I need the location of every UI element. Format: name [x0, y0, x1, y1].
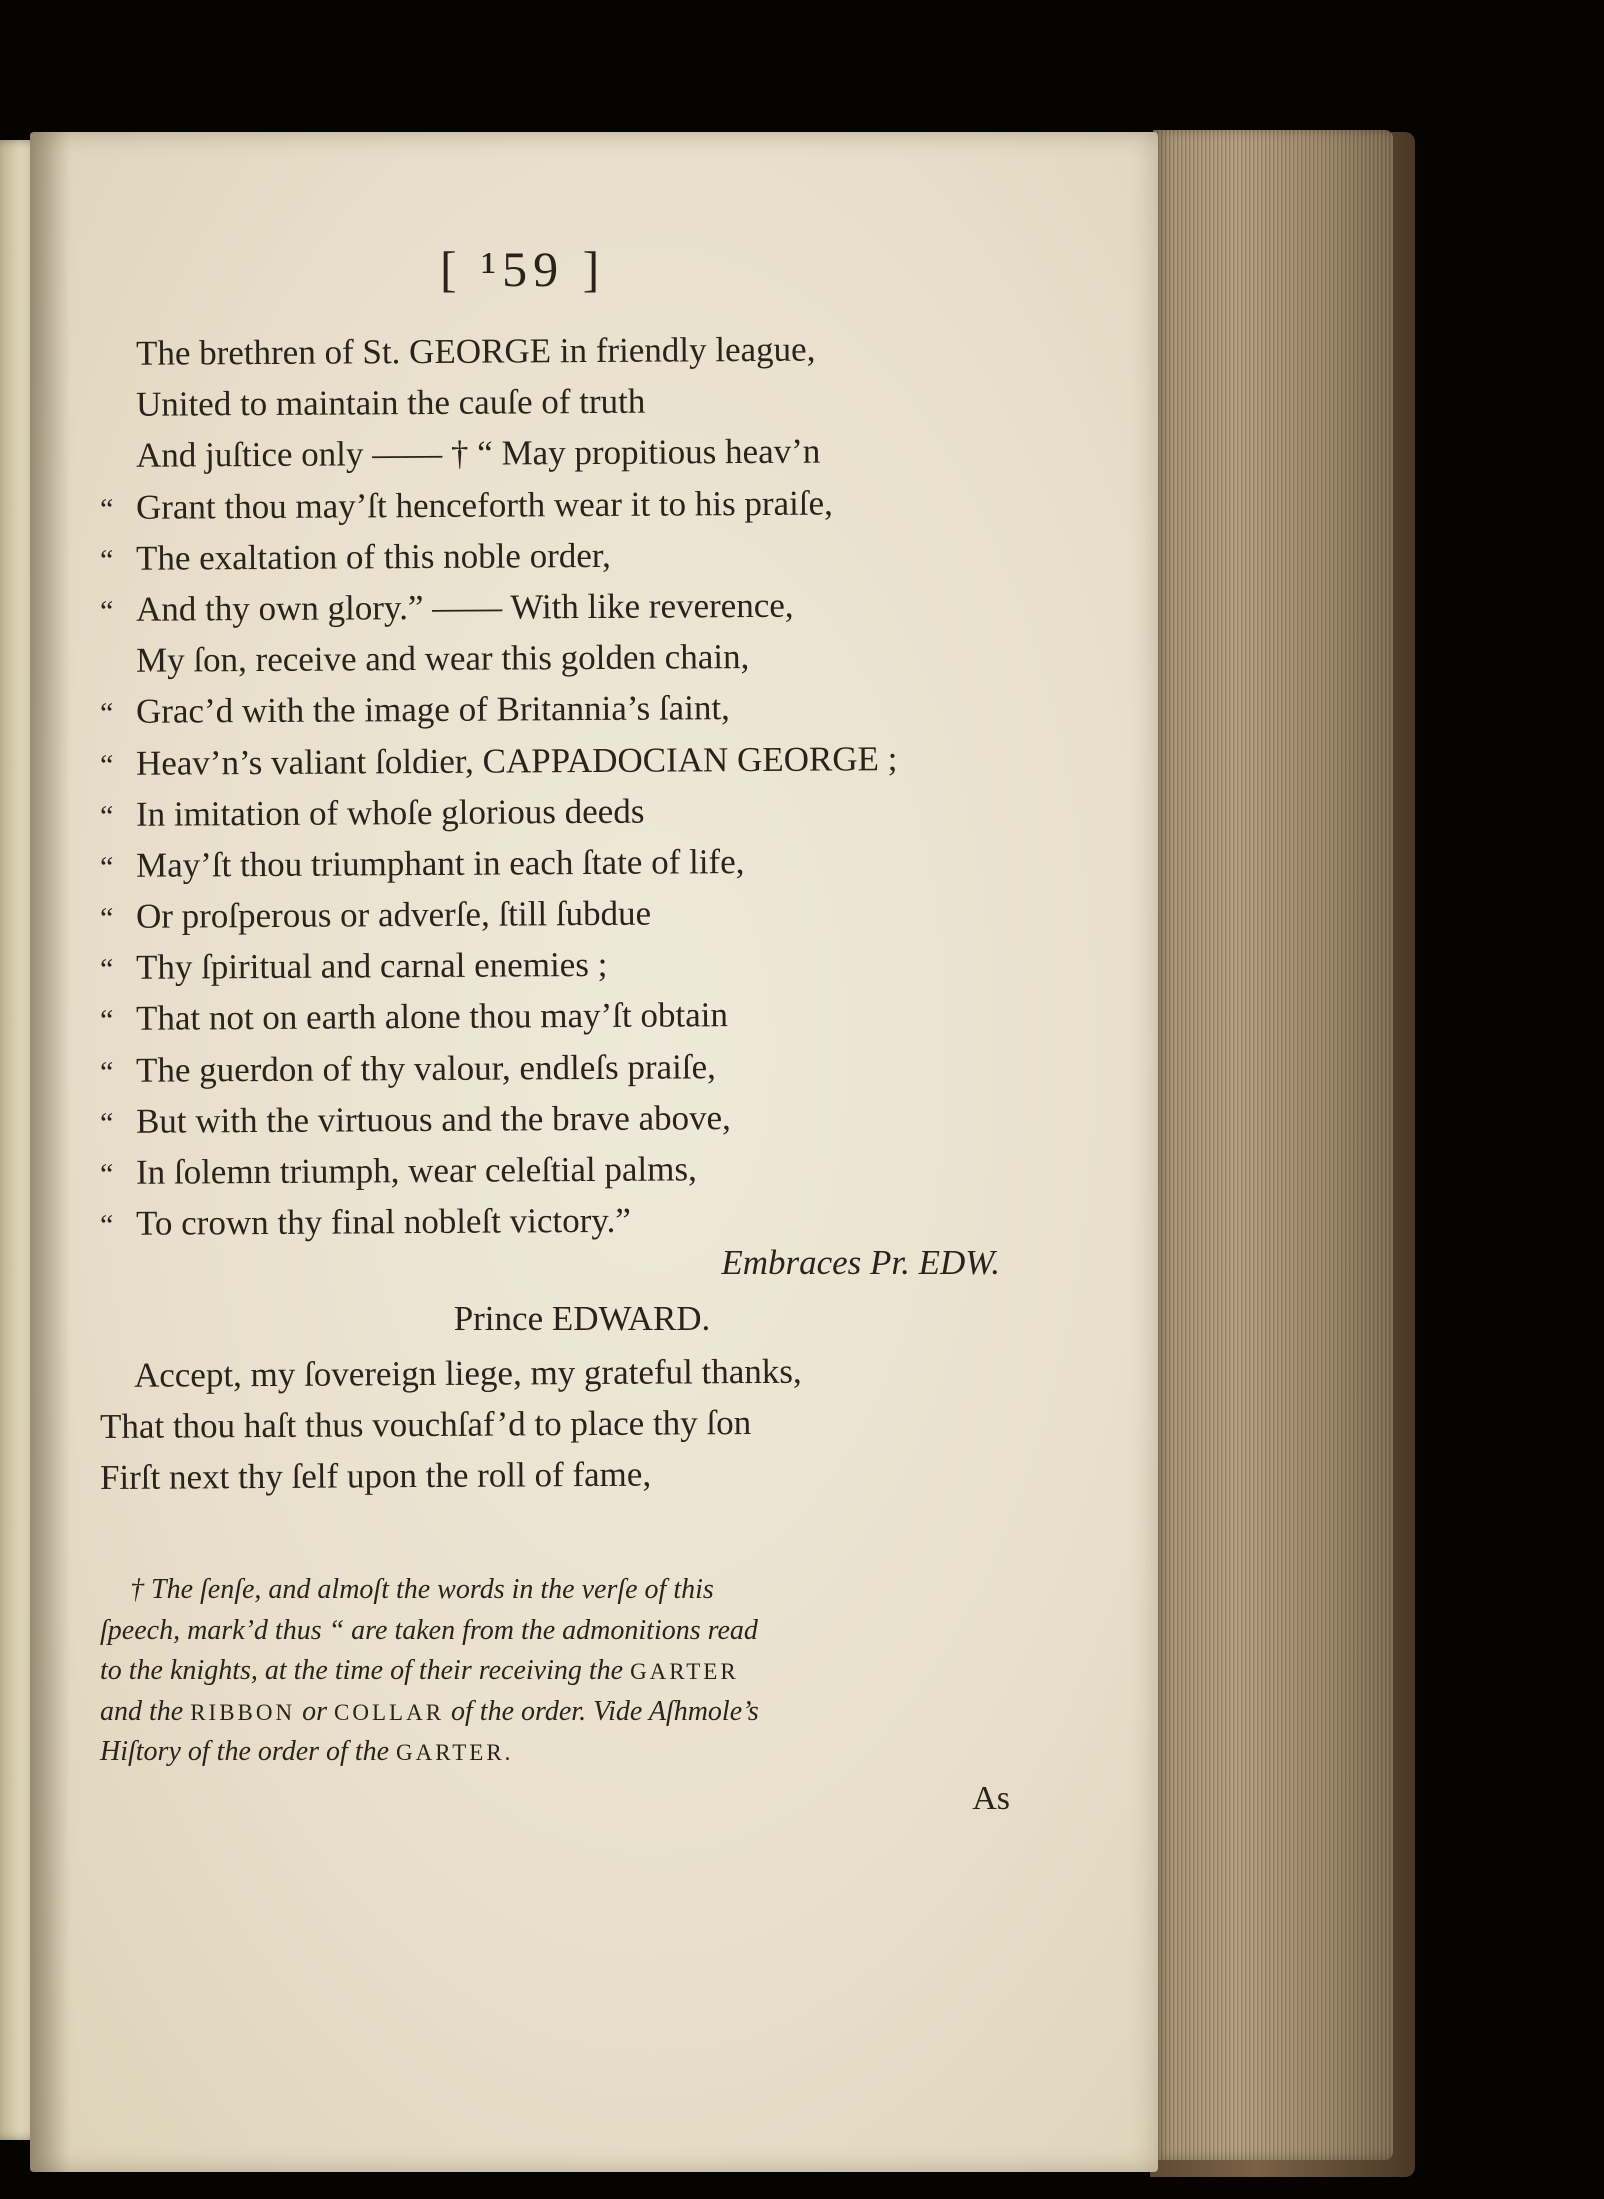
footnote-text: ſpeech, mark’d thus “ are taken from the admonitions read	[100, 1614, 758, 1646]
verse-text: The guerdon of thy valour, endleſs praiſe,	[135, 1046, 716, 1090]
quote-mark: “	[99, 1106, 114, 1140]
verse-text: To crown thy final nobleſt victory.”	[135, 1200, 631, 1243]
footnote-text: or	[302, 1695, 328, 1727]
verse-text: The exaltation of this noble order,	[135, 535, 611, 578]
verse-text: Thy ſpiritual and carnal enemies ;	[135, 945, 608, 988]
catchword: As	[972, 1780, 1010, 1817]
footnote-text: of the order. Vide Aſhmole’s	[451, 1695, 759, 1727]
quote-mark: “	[99, 1004, 114, 1038]
verse-text: In imitation of whoſe glorious deeds	[135, 791, 645, 834]
quote-mark: “	[99, 799, 114, 833]
footnote-line	[100, 1692, 1000, 1733]
verse-text: And thy own glory.” —— With like reverence,	[135, 585, 794, 629]
verse-text: United to maintain the cauſe of truth	[135, 381, 646, 424]
speech-line: That thou haſt thus vouchſaf’d to place thy ſon	[99, 1403, 752, 1447]
verse-line	[100, 936, 1080, 993]
footnote-line	[100, 1570, 1000, 1611]
speech-line: Firſt next thy ſelf upon the roll of fame,	[99, 1455, 652, 1498]
verse-text: Or proſperous or adverſe, ſtill ſubdue	[135, 893, 652, 936]
page-number: [ ¹59 ]	[440, 241, 606, 297]
footnote-text: and the	[100, 1695, 184, 1727]
speaker-name: Prince EDWARD.	[453, 1299, 711, 1338]
verse-text: May’ſt thou triumphant in each ſtate of life,	[135, 841, 745, 885]
quote-mark: “	[99, 1055, 114, 1089]
page-block-edges	[1153, 130, 1393, 2160]
verse-text: The brethren of St. GEORGE in friendly league,	[135, 329, 816, 373]
verse-line	[100, 680, 1080, 737]
quote-mark: “	[99, 901, 114, 936]
verse-line	[100, 578, 1080, 635]
quote-mark: “	[99, 850, 114, 884]
quote-mark: “	[99, 492, 114, 526]
footnote-line	[100, 1611, 1000, 1652]
stage-direction: Embraces Pr. EDW.	[721, 1243, 1000, 1282]
verse-text: Heav’n’s valiant ſoldier, CAPPADOCIAN GEORGE ;	[135, 738, 898, 783]
quote-mark: “	[99, 697, 114, 731]
quote-mark: “	[99, 748, 114, 782]
verse-text: And juſtice only —— † “ May propitious heav’n	[135, 431, 821, 476]
verse-block	[100, 328, 1080, 1249]
quote-mark: “	[99, 1157, 114, 1191]
footnote-text: to the knights, at the time of their receiving the	[100, 1655, 624, 1686]
footnote-text: † The ſenſe, and almoſt the words in the verſe of this	[130, 1574, 714, 1605]
verse-line	[100, 629, 1080, 686]
verse-line	[100, 476, 1080, 533]
quote-mark: “	[99, 953, 114, 987]
quote-mark: “	[99, 594, 114, 628]
footnote	[100, 1570, 1000, 1773]
verse-line	[100, 987, 1080, 1044]
speech-line: Accept, my ſovereign liege, my grateful thanks,	[133, 1351, 802, 1395]
footnote-caps: COLLAR	[334, 1699, 445, 1725]
verse-text: Grac’d with the image of Britannia’s ſaint,	[135, 688, 730, 732]
verse-text: But with the virtuous and the brave above,	[135, 1097, 731, 1141]
quote-mark: “	[99, 1209, 114, 1243]
verse-text: In ſolemn triumph, wear celeſtial palms,	[135, 1149, 697, 1192]
verse-text: That not on earth alone thou may’ſt obtain	[135, 995, 729, 1039]
footnote-caps: GARTER.	[396, 1740, 514, 1765]
footnote-line	[100, 1651, 1000, 1692]
speech-block	[100, 1350, 1080, 1504]
footnote-caps: GARTER	[630, 1659, 739, 1684]
footnote-line	[100, 1732, 1000, 1773]
verse-line	[100, 783, 1080, 840]
verse-text: My ſon, receive and wear this golden chain,	[135, 637, 750, 680]
quote-mark: “	[99, 543, 114, 577]
verse-line	[100, 732, 1080, 789]
verse-line	[100, 1039, 1080, 1096]
verse-line	[100, 1090, 1080, 1147]
footnote-text: Hiſtory of the order of the	[100, 1736, 390, 1767]
footnote-caps: RIBBON	[190, 1699, 296, 1725]
verse-line	[100, 885, 1080, 942]
verse-line	[100, 1141, 1080, 1198]
verse-line	[100, 322, 1080, 379]
verse-line	[100, 424, 1080, 481]
verse-line	[100, 373, 1080, 430]
gutter-shadow	[30, 132, 70, 2172]
verse-text: Grant thou may’ſt henceforth wear it to his praiſe,	[135, 483, 833, 527]
verse-line	[100, 527, 1080, 584]
verse-line	[100, 834, 1080, 891]
